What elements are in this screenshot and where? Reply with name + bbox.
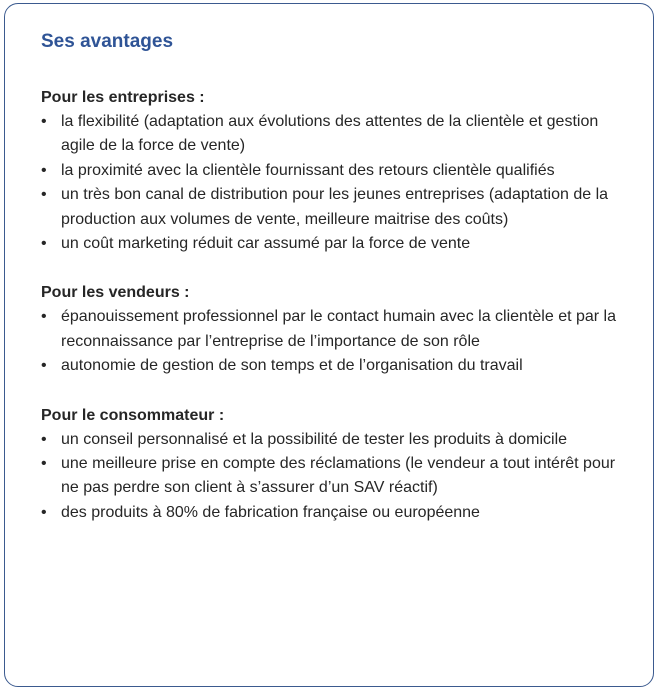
list-item-text: des produits à 80% de fabrication française ou européenne [61,503,480,521]
bullet-icon: • [41,430,47,448]
list-item [41,354,623,378]
section-consommateur [41,404,623,526]
list-item [41,159,623,183]
list-item [41,183,623,232]
bullet-list [41,110,623,256]
list-item [41,428,623,452]
list-item [41,232,623,256]
bullet-icon: • [41,161,47,179]
section-heading: Pour les vendeurs : [41,284,190,302]
list-item [41,452,623,501]
list-item-text: la flexibilité (adaptation aux évolutions des attentes de la clientèle et gestion agile de la force de vente) [61,113,599,155]
section-vendeurs [41,281,623,378]
bullet-icon: • [41,308,47,326]
bullet-icon: • [41,357,47,375]
list-item-text: un conseil personnalisé et la possibilité de tester les produits à domicile [61,430,568,448]
bullet-list [41,428,623,526]
list-item [41,501,623,525]
list-item-text: un coût marketing réduit car assumé par la force de vente [61,235,471,253]
section-entreprises [41,86,623,256]
list-item-text: épanouissement professionnel par le contact humain avec la clientèle et par la reconnaissance par l’entreprise de l’importance de son rôle [61,308,616,350]
list-item [41,305,623,354]
bullet-list [41,305,623,378]
list-item-text: une meilleure prise en compte des réclamations (le vendeur a tout intérêt pour ne pas perdre son client à s’assurer d’un SAV réactif) [61,455,616,497]
list-item-text: un très bon canal de distribution pour les jeunes entreprises (adaptation de la production aux volumes de vente, meilleure maitrise des coûts) [61,186,609,228]
bullet-icon: • [41,113,47,130]
section-heading: Pour le consommateur : [41,406,225,424]
bullet-icon: • [41,235,47,253]
section-heading: Pour les entreprises : [41,89,205,106]
list-item-text: autonomie de gestion de son temps et de l’organisation du travail [61,357,523,375]
list-item [41,110,623,159]
bullet-icon: • [41,503,47,521]
list-item-text: la proximité avec la clientèle fournissant des retours clientèle qualifiés [61,161,555,179]
advantages-card [4,3,654,687]
bullet-icon: • [41,455,47,473]
bullet-icon: • [41,186,47,204]
card-title: Ses avantages [41,31,174,52]
